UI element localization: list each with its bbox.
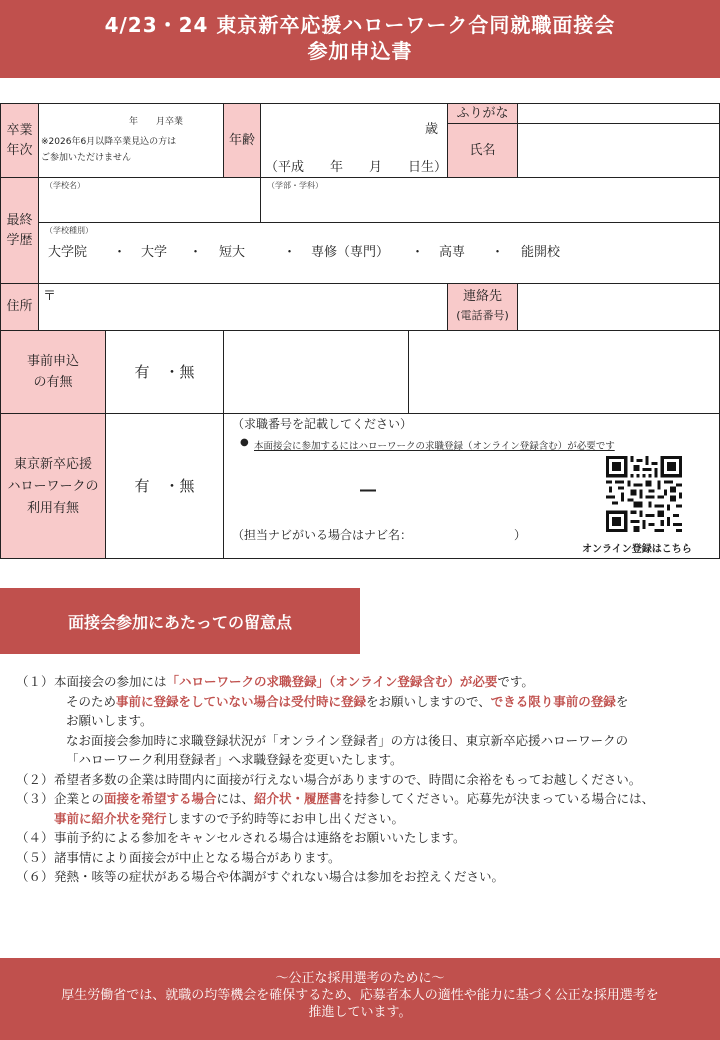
school-type-vocational[interactable]: 専修（専門） [311, 245, 390, 260]
note-text: をお願いしますので、 [366, 693, 491, 709]
school-type-graduate[interactable]: 大学院 [48, 245, 88, 260]
school-type-sep: ・ [189, 245, 203, 260]
name-input[interactable] [517, 123, 720, 178]
notes-title: 面接会参加にあたっての留意点 [0, 588, 360, 654]
note-text: 諸事情により面接会が中止となる場合があります。 [54, 849, 341, 865]
phone-input[interactable] [517, 283, 720, 331]
department-input[interactable] [260, 177, 720, 223]
note-emphasis: 紹介状・履歴書 [254, 791, 342, 806]
note-number: （１） [16, 674, 54, 689]
furigana-label: ふりがな [447, 103, 518, 124]
event-title: 4/23・24 東京新卒応援ハローワーク合同就職面接会 [104, 13, 616, 37]
advance-label [0, 330, 106, 414]
school-type-junior-college[interactable]: 短大 [219, 245, 246, 260]
school-type-sep: ・ [491, 245, 505, 260]
page-header [0, 0, 720, 78]
page-footer [0, 958, 720, 1040]
note-text: 「ハローワーク利用登録者」へ求職登録を変更いたします。 [66, 752, 403, 767]
hw-usage-label [0, 413, 106, 559]
advance-choice[interactable]: 有 ・無 [105, 330, 224, 414]
school-type-hint: （学校種別） [45, 226, 93, 235]
note-item [16, 867, 706, 887]
education-label: 最終学歴 [0, 177, 39, 284]
note-emphasis: 事前に紹介状を発行 [54, 810, 167, 826]
school-type-field[interactable] [38, 222, 720, 284]
note-number: （２） [16, 771, 54, 787]
job-seeker-instruction: （求職番号を記載してください） [232, 417, 413, 431]
contact-label-1: 連絡先 [462, 289, 502, 304]
note-emphasis: 「ハローワークの求職登録」（オンライン登録含む）が必要 [166, 674, 498, 689]
address-input[interactable] [38, 283, 448, 331]
footer-heading: ～公正な採用選考のために～ [275, 971, 445, 986]
notes-list [16, 672, 706, 887]
hw-usage-label-1: 東京新卒応援 [13, 457, 92, 472]
hw-usage-label-3: 利用有無 [26, 501, 79, 516]
form-title: 参加申込書 [307, 39, 413, 63]
hw-usage-choice[interactable]: 有 ・無 [105, 413, 224, 559]
school-name-hint: （学校名） [45, 181, 85, 190]
note-text: を持参してください。応募先が決まっている場合には、 [341, 791, 655, 806]
graduation-label: 卒業年次 [0, 103, 39, 178]
note-emphasis: できる限り事前の登録 [490, 693, 616, 709]
note-number: （４） [16, 830, 54, 845]
school-type-university[interactable]: 大学 [141, 245, 168, 260]
bullet-icon: ● [240, 437, 249, 448]
note-text: お願いします。 [66, 713, 153, 728]
qr-code-icon[interactable] [606, 456, 682, 532]
navi-name-field[interactable]: （担当ナビがいる場合はナビ名： ） [232, 528, 527, 542]
footer-text-1: 厚生労働省では、就職の均等機会を確保するため、応募者本人の適性や能力に基づく公正な採用選考を [61, 988, 659, 1003]
graduation-year-month: 年 月卒業 [129, 117, 184, 127]
school-type-sep: ・ [411, 245, 425, 260]
note-item [16, 770, 706, 790]
note-number: （３） [16, 791, 54, 806]
age-field[interactable] [260, 103, 448, 178]
hw-usage-label-2: ハローワークの [7, 479, 99, 494]
note-text: 本面接会の参加には [54, 674, 167, 689]
postal-mark: 〒 [43, 289, 57, 304]
registration-note: 本面接会に参加するにはハローワークの求職登録（オンライン登録含む）が必要です [254, 441, 615, 452]
note-text: しますので予約時等にお申し出ください。 [166, 810, 405, 826]
advance-label-1: 事前申込 [26, 354, 79, 369]
department-hint: （学部・学科） [267, 181, 323, 190]
note-number: （６） [16, 869, 54, 884]
address-label: 住所 [0, 283, 39, 331]
note-text: そのため [66, 693, 117, 709]
advance-label-2: の有無 [33, 375, 73, 390]
note-item [16, 672, 706, 770]
footer-text-2: 推進しています。 [308, 1005, 412, 1020]
advance-blank-1[interactable] [223, 330, 409, 414]
school-type-sep: ・ [283, 245, 297, 260]
note-number: （５） [16, 849, 54, 865]
note-item [16, 848, 706, 868]
advance-blank-2[interactable] [408, 330, 720, 414]
note-text: には、 [216, 791, 255, 806]
note-text: です。 [497, 674, 534, 689]
age-label: 年齢 [223, 103, 261, 178]
note-text: 企業との [54, 791, 105, 806]
contact-label [447, 283, 518, 331]
graduation-field[interactable] [38, 103, 224, 178]
furigana-input[interactable] [517, 103, 720, 124]
note-text: なお面接会参加時に求職登録状況が「オンライン登録者」の方は後日、東京新卒応援ハローワークの [66, 732, 629, 748]
note-emphasis: 事前に登録をしていない場合は受付時に登録 [116, 693, 367, 709]
note-text: 事前予約による参加をキャンセルされる場合は連絡をお願いいたします。 [54, 830, 466, 845]
name-label: 氏名 [447, 123, 518, 178]
number-dash: ― [360, 480, 376, 499]
age-unit: 歳 [425, 122, 439, 137]
school-name-input[interactable] [38, 177, 261, 223]
note-emphasis: 面接を希望する場合 [104, 791, 217, 806]
note-text: 発熱・咳等の症状がある場合や体調がすぐれない場合は参加をお控えください。 [54, 869, 505, 884]
note-item [16, 828, 706, 848]
graduation-note-1: ※2026年6月以降卒業見込の方は [41, 137, 177, 147]
online-registration-link[interactable]: オンライン登録はこちら [582, 544, 692, 555]
note-item [16, 789, 706, 828]
graduation-note-2: ご参加いただけません [41, 153, 132, 163]
note-text: 希望者多数の企業は時間内に面接が行えない場合がありますので、時間に余裕をもってお越しください。 [54, 771, 642, 787]
school-type-sep: ・ [113, 245, 127, 260]
school-type-technical-college[interactable]: 高専 [439, 245, 466, 260]
birth-date: （平成 年 月 日生） [265, 160, 448, 175]
note-text: を [615, 693, 629, 709]
school-type-polytechnic[interactable]: 能開校 [521, 245, 561, 260]
contact-label-2: (電話番号) [456, 309, 509, 322]
